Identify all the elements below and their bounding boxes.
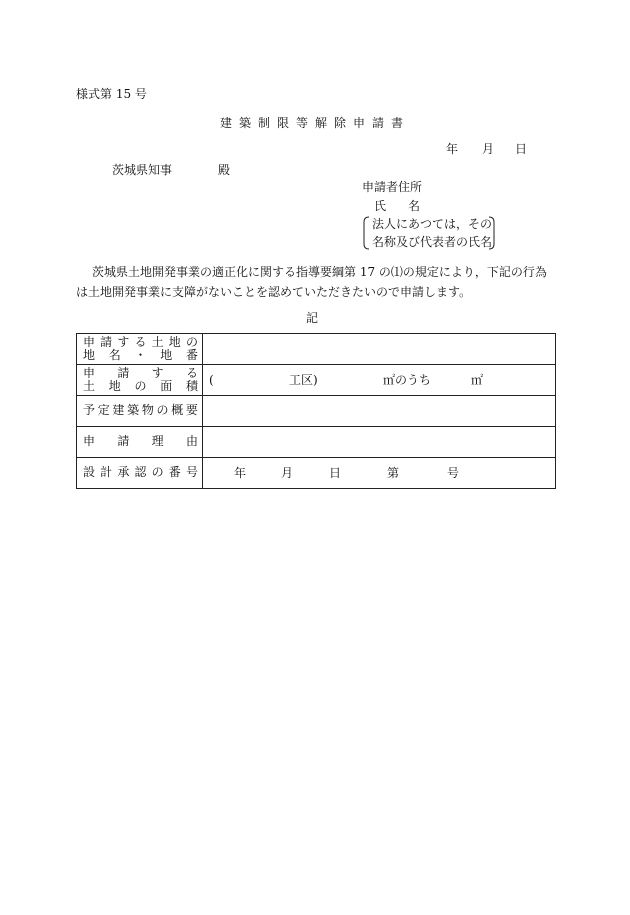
label-char: 地 bbox=[168, 334, 181, 349]
label-design-approval bbox=[77, 458, 203, 489]
label-char: 土 bbox=[83, 379, 96, 393]
table-row-reason bbox=[77, 427, 556, 458]
label-reason bbox=[77, 427, 203, 458]
label-char: 由 bbox=[185, 434, 198, 449]
label-char: 予 bbox=[83, 403, 96, 418]
table-row-land-area bbox=[77, 365, 556, 396]
label-char: 地 bbox=[108, 379, 121, 393]
body-text-line-1: 茨城県土地開発事業の適正化に関する指導要綱第 17 の⑴の規定により，下記の行為 bbox=[92, 265, 547, 279]
area-kouku: 工区) bbox=[289, 373, 318, 387]
label-char: 地 bbox=[83, 348, 96, 362]
value-land-location[interactable] bbox=[203, 334, 556, 365]
ki-heading: 記 bbox=[306, 311, 319, 325]
label-char: 申 bbox=[83, 365, 96, 380]
label-char: 建 bbox=[112, 403, 125, 418]
label-char: の bbox=[134, 379, 147, 393]
label-land-location-line-2 bbox=[83, 349, 198, 362]
label-char: る bbox=[134, 334, 147, 349]
date-day-label: 日 bbox=[515, 142, 528, 156]
label-char: 面 bbox=[160, 379, 173, 393]
name-label-part-2: 名 bbox=[408, 199, 421, 213]
label-char: 概 bbox=[171, 403, 184, 418]
label-reason-text bbox=[83, 435, 198, 448]
label-char: 認 bbox=[134, 465, 147, 480]
label-char: 請 bbox=[117, 365, 130, 380]
body-text-line-2: は土地開発事業に支障がないことを認めていただきたいので申請します。 bbox=[76, 285, 472, 299]
label-char: 理 bbox=[151, 434, 164, 449]
label-char: 設 bbox=[83, 465, 96, 480]
approval-year: 年 bbox=[234, 466, 247, 480]
table-row-design-approval bbox=[77, 458, 556, 489]
addressee: 茨城県知事 bbox=[112, 163, 173, 177]
label-char: 築 bbox=[127, 403, 140, 418]
approval-dai: 第 bbox=[387, 466, 400, 480]
label-char: す bbox=[117, 334, 130, 349]
value-land-area[interactable] bbox=[203, 365, 556, 396]
label-building-summary bbox=[77, 396, 203, 427]
label-char: 積 bbox=[185, 379, 198, 393]
honorific: 殿 bbox=[218, 163, 231, 177]
value-reason[interactable] bbox=[203, 427, 556, 458]
corp-note-line-2: 名称及び代表者の氏名 bbox=[372, 235, 493, 249]
value-building-summary[interactable] bbox=[203, 396, 556, 427]
label-char: 請 bbox=[100, 334, 113, 349]
applicant-name-label bbox=[374, 200, 420, 212]
applicant-address-label: 申請者住所 bbox=[362, 180, 423, 194]
area-m2: ㎡ bbox=[471, 373, 484, 387]
label-char: の bbox=[156, 403, 169, 418]
label-char: る bbox=[185, 365, 198, 380]
label-char: す bbox=[151, 365, 164, 380]
approval-month: 月 bbox=[281, 466, 294, 480]
table-row-land-location bbox=[77, 334, 556, 365]
corp-note-line-1: 法人にあつては，その bbox=[372, 217, 493, 231]
label-char: 計 bbox=[100, 465, 113, 480]
label-char: 地 bbox=[160, 348, 173, 362]
label-char: 番 bbox=[168, 465, 181, 480]
label-char: 番 bbox=[185, 348, 198, 362]
value-design-approval[interactable] bbox=[203, 458, 556, 489]
label-char: 申 bbox=[83, 434, 96, 449]
form-number: 様式第 15 号 bbox=[76, 87, 147, 101]
label-char: 要 bbox=[185, 403, 198, 418]
label-land-area bbox=[77, 365, 203, 396]
label-char: 号 bbox=[185, 465, 198, 480]
label-char: 物 bbox=[141, 403, 154, 418]
label-char: 名 bbox=[108, 348, 121, 362]
application-table bbox=[76, 333, 556, 489]
label-char: の bbox=[151, 465, 164, 480]
approval-gou: 号 bbox=[447, 466, 460, 480]
approval-day: 日 bbox=[329, 466, 342, 480]
label-char: の bbox=[185, 334, 198, 349]
label-char: ・ bbox=[134, 348, 147, 362]
label-building-summary-text bbox=[83, 404, 198, 417]
label-char: 請 bbox=[117, 434, 130, 449]
label-char: 承 bbox=[117, 465, 130, 480]
label-land-area-line-2 bbox=[83, 380, 198, 393]
area-m2-of: ㎡のうち bbox=[383, 373, 432, 387]
area-paren-open: ( bbox=[209, 373, 214, 387]
document-title: 建築制限等解除申請書 bbox=[219, 116, 410, 130]
date-year-label: 年 bbox=[446, 142, 459, 156]
date-month-label: 月 bbox=[482, 142, 495, 156]
label-char: 定 bbox=[97, 403, 110, 418]
label-land-location bbox=[77, 334, 203, 365]
table-row-building-summary bbox=[77, 396, 556, 427]
label-design-approval-text bbox=[83, 466, 198, 479]
label-char: 申 bbox=[83, 334, 96, 349]
name-label-part-1: 氏 bbox=[374, 199, 387, 213]
label-char: 土 bbox=[151, 334, 164, 349]
